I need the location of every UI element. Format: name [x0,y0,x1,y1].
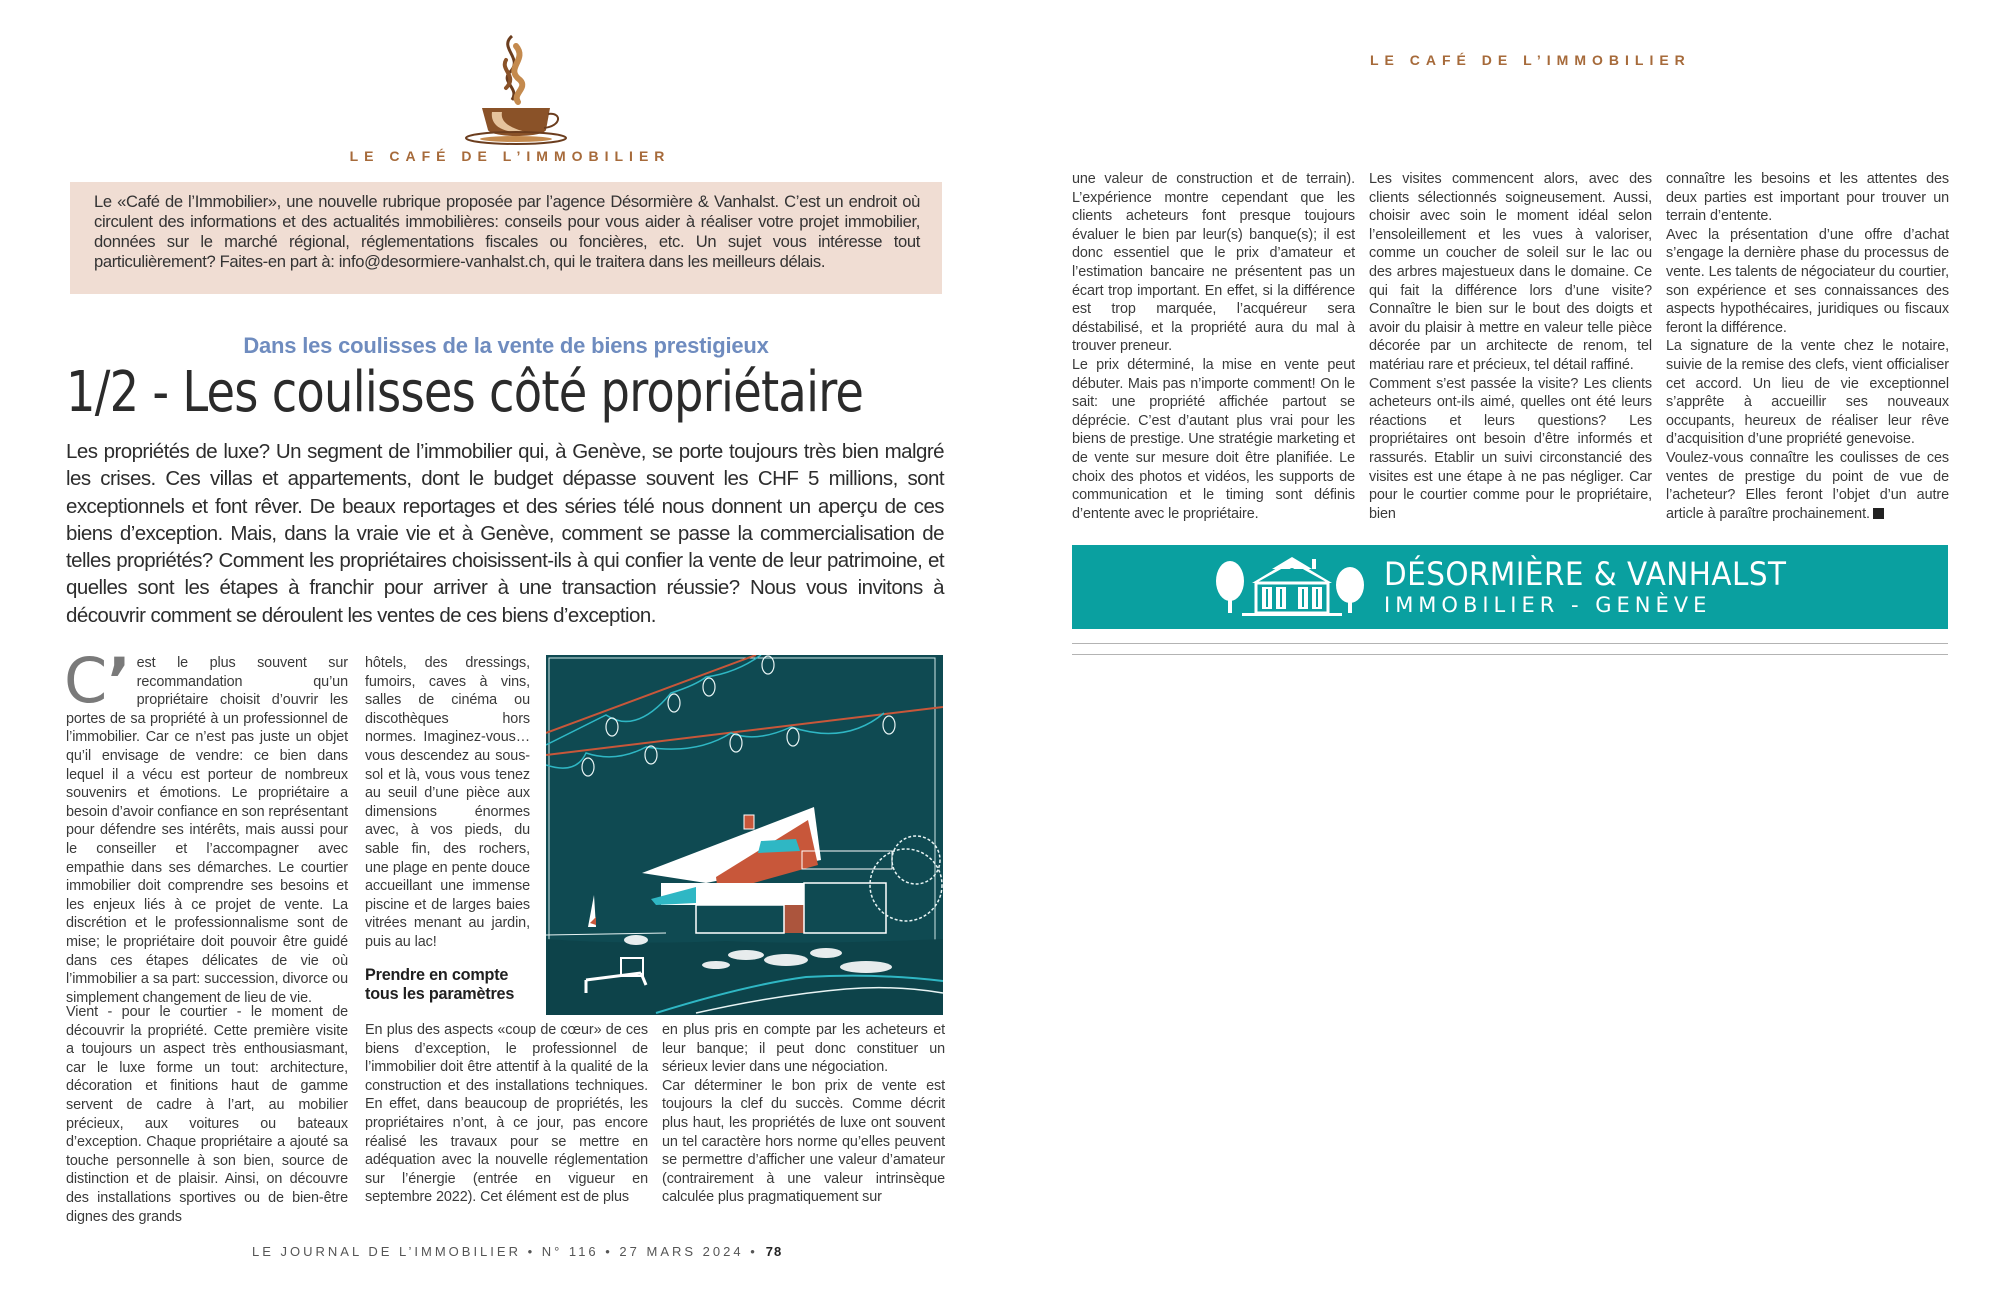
body-column-2 [365,654,530,952]
body-paragraph: Comment s’est passée la visite? Les clients acheteurs ont-ils aimé, quelles ont été leurs réactions et leurs questions? Les propriétaires ont besoin d’être informés et rassurés. Etablir un suivi circonstancié des visites est une étape à ne pas négliger. Car pour le courtier comme pour le propriétaire, bien [1369,375,1652,522]
body-paragraph: en plus pris en compte par les acheteurs et leur banque; il peut donc constituer un sérieux levier dans une négociation. [662,1022,945,1076]
page-footer [252,1244,782,1259]
intro-text: Le «Café de l’Immobilier», une nouvelle rubrique proposée par l’agence Désormière & Vanhalst. C’est un endroit où circulent des informations et des actualités immobilières: conseils pour vous aider à réaliser votre projet immobilier, données sur le marché régional, réglementations fiscales ou foncières, etc. Un sujet vous intéresse tout particulièrement? Faites-en part à: info@desormiere-vanhalst.ch, qui le traitera dans les meilleurs délais. [94,192,920,271]
body-paragraph-final: Voulez-vous connaître les coulisses de ces ventes de prestige du point de vue de l’acheteur? Elles feront l’objet d’un autre article à paraître prochainement. [1666,449,1949,522]
article-headline: 1/2 - Les coulisses côté propriétaire [66,360,864,425]
body-paragraph: Les visites commencent alors, avec des clients sélectionnés soigneusement. Aussi, choisir avec soin le moment idéal selon l’ensoleillement et les vues à valoriser, comme un coucher de soleil sur le lac ou des arbres majestueux dans le domaine. Ce qui fait la différence lors d’une visite? Connaître le bien sur le bout des doigts et avoir du plaisir à mettre en valeur telle pièce décorée par un architecte de renom, tel matériau rare et précieux, tel détail raffiné. [1369,171,1652,373]
rubric-title: LE CAFÉ DE L’IMMOBILIER [349,148,671,164]
page-number: 78 [765,1244,783,1259]
body-paragraph: Avec la présentation d’une offre d’achat s’engage la dernière phase du processus de vente. Les talents de négociateur du courtier, son expérience et ses connaissances des aspects hypothécaires, juridiques ou fiscaux feront la différence. [1666,226,1949,336]
intro-box [70,182,942,294]
agency-name: DÉSORMIÈRE & VANHALST [1384,555,1787,593]
end-of-article-mark [1873,508,1884,519]
body-paragraph: Car déterminer le bon prix de vente est toujours la clef du succès. Comme décrit plus haut, les propriétés de luxe ont souvent un tel caractère hors norme qu’elles peuvent se permettre d’afficher une valeur d’amateur (contrairement à une valeur intrinsèque calculée plus pragmatiquement sur [662,1077,945,1206]
house-with-trees-icon [1212,555,1370,619]
section-subhead: Prendre en compte tous les paramètres [365,966,515,1003]
body-paragraph: En plus des aspects «coup de cœur» de ces biens d’exception, le professionnel de l’immobilier doit être attentif à la qualité de la construction et des installations techniques. En effet, dans beaucoup de propriétés, les propriétaires n’ont, à ce jour, pas encore réalisé les travaux pour se mettre en adéquation avec la nouvelle réglementation sur l’énergie (entrée en vigueur en septembre 2022). Cet élément est de plus [365,1022,648,1206]
body-paragraph: une valeur de construction et de terrain). L’expérience montre cependant que les clients acheteurs font presque toujours évaluer le bien par leur(s) banque(s); il est donc essentiel que le prix d’amateur et l’estimation bancaire ne présentent pas un écart trop important. En effet, si la différence est trop marquée, l’acquéreur sera déstabilisé, et la propriété aura du mal à trouver preneur. [1072,171,1355,355]
divider-line [1072,643,1948,644]
body-column-1-continued [66,1003,348,1226]
body-paragraph: Vient - pour le courtier - le moment de découvrir la propriété. Cette première visite a toujours un aspect très enthousiasmant, car le luxe forme un tout: architecture, décoration et finitions haut de gamme servent de cadre à l’art, au mobilier précieux, aux voitures ou bateaux d’exception. Chaque propriétaire a ajouté sa touche personnelle à son bien, source de distinction et de plaisir. Ainsi, on découvre des installations sportives ou de bien-être dignes des grands [66,1004,348,1225]
publication-info: LE JOURNAL DE L’IMMOBILIER • N° 116 • 27 MARS 2024 • [252,1244,758,1259]
right-page [1000,0,2000,1304]
article-lede: Les propriétés de luxe? Un segment de l’immobilier qui, à Genève, se porte toujours très bien malgré les crises. Ces villas et appartements, dont le budget dépasse souvent les CHF 5 millions, sont exceptionnels et font rêver. De beaux reportages et des séries télé nous donnent un aperçu de ces biens d’exception. Mais, dans la vraie vie et à Genève, comment se passe la commercialisation de telles propriétés? Comment les propriétaires choisissent-ils à qui confier la vente de leur patrimoine, et quelles sont les étapes à franchir pour arriver à une transaction réussie? Nous vous invitons à découvrir comment se déroulent les ventes de ces biens d’exception. [66,440,944,627]
body-paragraph: connaître les besoins et les attentes des deux parties est important pour trouver un terrain d’entente. [1666,171,1949,225]
body-column-6 [1369,170,1652,523]
coffee-cup-icon [440,30,580,148]
body-paragraph: est le plus souvent sur recommandation qu’un propriétaire choisit d’ouvrir les portes de sa propriété à un professionnel de l’immobilier. Car ce n’est pas juste un objet qu’il envisage de vendre: ce bien dans lequel il a vécu est porteur de nombreux souvenirs et émotions. Le propriétaire a besoin d’avoir confiance en son représentant pour défendre ses intérêts, mais aussi pour le conseiller et l’accompagner avec empathie dans ses démarches. Le courtier immobilier doit comprendre ses besoins et les enjeux liés à ce projet de vente. La discrétion et le professionnalisme sont de mise; le propriétaire doit pouvoir être guidé dans ces étapes délicates de vie où l’immobilier a sa part: succession, divorce ou simplement changement de lieu de vie. [66,655,349,1006]
rubric-title: LE CAFÉ DE L’IMMOBILIER [1370,52,1691,68]
body-paragraph: La signature de la vente chez le notaire, suivie de la remise des clefs, vient officialiser cet accord. Un lieu de vie exceptionnel s’apprête à accueillir ses nouveaux occupants, heureux de réaliser leur rêve d’acquisition d’une propriété genevoise. [1666,338,1949,448]
body-paragraph: Le prix déterminé, la mise en vente peut débuter. Mais pas n’importe comment! On le sait: une propriété affichée partout se déprécie. C’est d’autant plus vrai pour les biens de prestige. Une stratégie marketing et de vente sur mesure doit être planifiée. Le choix des photos et vidéos, les supports de communication et le timing sont définis d’entente avec le propriétaire. [1072,356,1355,522]
villa-illustration-icon [546,655,943,1015]
article-kicker: Dans les coulisses de la vente de biens prestigieux [243,333,769,358]
body-column-4 [662,1021,945,1207]
divider-line [1072,654,1948,655]
agency-tagline: IMMOBILIER - GENÈVE [1384,593,1712,617]
body-column-3 [365,1021,648,1207]
body-paragraph: hôtels, des dressings, fumoirs, caves à vins, salles de cinéma ou discothèques hors normes. Imaginez-vous…vous descendez au sous-sol et là, vous vous tenez au seuil d’une pièce aux dimensions énormes avec, à vos pieds, du sable fin, des rochers, une plage en pente douce accueillant une immense piscine et de larges baies vitrées menant au jardin, puis au lac! [365,655,530,950]
body-column-7 [1666,170,1949,523]
dropcap: C’ [64,644,131,717]
body-column-5 [1072,170,1355,523]
agency-banner [1072,545,1948,629]
body-column-1 [64,644,349,1007]
